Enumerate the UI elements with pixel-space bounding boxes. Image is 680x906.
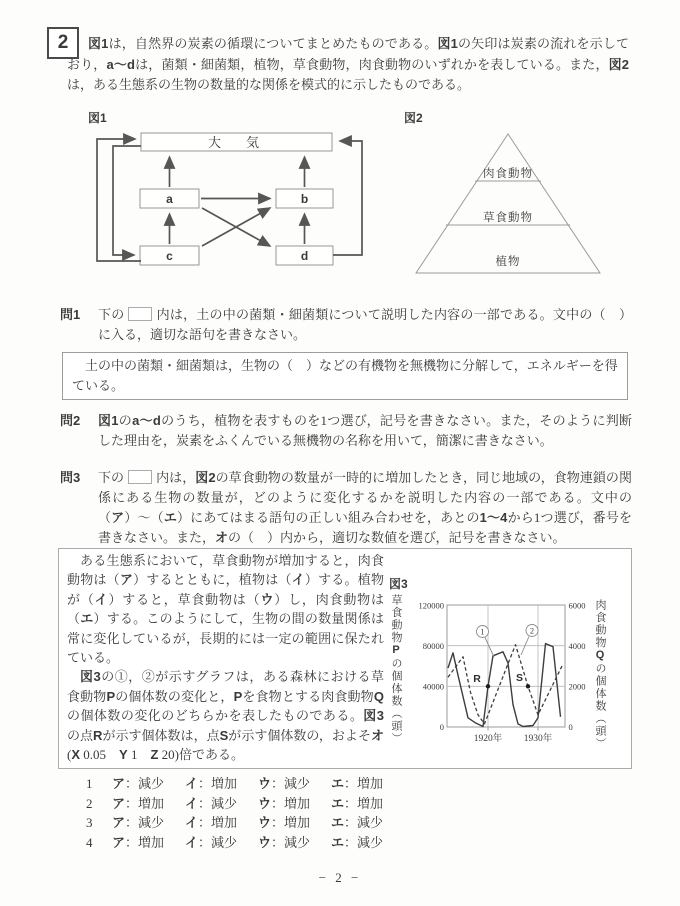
fig3 xyxy=(385,573,632,765)
option-row-3 xyxy=(86,813,404,833)
fig1-diagram xyxy=(92,126,377,278)
question-3-text: 下の 内は，図2の草食動物の数量が一時的に増加したとき，同じ地域の，食物連鎖の関係にある生物の数量が，どのように変化するかを説明した内容の一部である。文中の（ア）〜（エ）にあてはまる語句の正しい組み合わせを，あとの1〜4から1つ選び，番号を書きなさい。また，オの（ ）内から，適切な数値を選び，記号を書きなさい。 xyxy=(98,470,632,545)
option-cell: ウ：減少 xyxy=(258,834,311,850)
pyramid-level-plant: 植物 xyxy=(495,256,521,268)
point-S-label: S xyxy=(515,672,524,684)
option-number: 1 xyxy=(86,776,93,791)
option-cell: エ：増加 xyxy=(331,776,384,791)
option-number: 4 xyxy=(86,834,93,850)
left-tick-80000: 80000 xyxy=(422,641,444,651)
left-tick-120000: 120000 xyxy=(418,600,444,611)
question-2 xyxy=(60,411,632,451)
question-number: 2 xyxy=(57,32,69,53)
right-tick-6000: 6000 xyxy=(568,600,586,611)
option-cell: ウ：減少 xyxy=(258,776,311,791)
x-label-1930: 1930年 xyxy=(523,734,553,744)
option-cell: ア：増加 xyxy=(112,834,165,850)
q3-passage-paragraph-2: 図3の①，②が示すグラフは，ある森林における草食動物Pの個体数の変化と，Pを食物とする肉食動物Qの個体数の変化のどちらかを表したものである。図3の点Rが示す個体数は，点Sが示す個体数の，およそオ(X 0.05 Y 1 Z 20)倍である。 xyxy=(67,669,384,763)
option-cell: ア：減少 xyxy=(112,776,165,791)
option-cell: ウ：増加 xyxy=(258,795,311,811)
fig2-pyramid xyxy=(406,124,636,280)
fig1-label: 図1 xyxy=(88,111,107,125)
option-number: 3 xyxy=(86,815,93,831)
svg-text:2: 2 xyxy=(529,625,535,636)
left-axis-ticks xyxy=(419,601,445,733)
svg-text:1: 1 xyxy=(480,626,485,637)
fig3-right-axis-title: 肉食動物Qの個体数（頭） xyxy=(594,599,606,750)
option-row-1 xyxy=(86,774,404,794)
q1-statement-text: 土の中の菌類・細菌類は，生物の（ ）などの有機物を無機物に分解して，エネルギーを得ている。 xyxy=(72,358,618,393)
option-cell: ア：増加 xyxy=(112,795,165,811)
curve-1-solid xyxy=(448,644,561,727)
node-b-label: b xyxy=(300,192,309,206)
point-R-dot xyxy=(486,684,490,688)
fig3-left-axis-title: 草食動物Pの個体数（頭） xyxy=(390,594,402,745)
plot-frame xyxy=(447,605,565,727)
pyramid-level-carnivore: 肉食動物 xyxy=(483,168,533,180)
question-1 xyxy=(60,305,632,345)
option-cell: ウ：増加 xyxy=(258,815,311,831)
right-axis-ticks xyxy=(569,601,586,733)
question-3 xyxy=(60,468,632,548)
option-cell: イ：増加 xyxy=(185,815,238,831)
point-R-label: R xyxy=(473,673,481,685)
question-2-text: 図1のa〜dのうち，植物を表すものを1つ選び，記号を書きなさい。また，そのように判断した理由を，炭素をふくんでいる無機物の名称を用いて，簡潔に書きなさい。 xyxy=(98,413,633,448)
curve-label-1 xyxy=(477,626,495,658)
fig3-chart xyxy=(385,573,632,765)
left-tick-0: 0 xyxy=(439,722,444,732)
option-cell: イ：減少 xyxy=(185,795,238,811)
option-cell: イ：減少 xyxy=(185,834,238,850)
atmosphere-label: 大 気 xyxy=(207,135,266,150)
gridlines xyxy=(447,605,565,727)
q3-passage-text xyxy=(67,551,384,764)
curve-label-2 xyxy=(521,625,538,656)
x-label-1920: 1920年 xyxy=(473,734,503,744)
option-cell: ア：減少 xyxy=(112,815,165,831)
intro-text: 図1は，自然界の炭素の循環についてまとめたものである。図1の矢印は炭素の流れを示しており，a〜dは，菌類・細菌類，植物，草食動物，肉食動物のいずれかを表している。また，図2は，ある生態系の生物の数量的な関係を模式的に示したものである。 xyxy=(67,36,629,92)
option-row-2 xyxy=(86,794,404,814)
right-tick-0: 0 xyxy=(568,722,573,732)
fig3-label: 図3 xyxy=(389,577,408,591)
left-tick-40000: 40000 xyxy=(422,681,444,692)
option-row-4 xyxy=(86,833,404,853)
node-a-label: a xyxy=(166,192,173,206)
node-d-label: d xyxy=(300,249,309,263)
fig2-label: 図2 xyxy=(404,111,423,125)
right-tick-2000: 2000 xyxy=(568,681,586,692)
pyramid-level-herbivore: 草食動物 xyxy=(483,212,533,224)
node-c-label: c xyxy=(166,249,173,263)
question-3-label: 問3 xyxy=(60,470,81,485)
question-1-label: 問1 xyxy=(60,307,81,322)
question-1-text: 下の 内は，土の中の菌類・細菌類について説明した内容の一部である。文中の（ ）に入る，適切な語句を書きなさい。 xyxy=(98,307,632,342)
page-number: − 2 − xyxy=(318,870,362,885)
question-2-label: 問2 xyxy=(60,413,81,428)
option-cell: エ：減少 xyxy=(331,834,384,850)
q3-passage-paragraph-1: ある生態系において，草食動物が増加すると，肉食動物は（ア）するとともに，植物は（イ）する。植物が（イ）すると，草食動物は（ウ）し，肉食動物は（エ）する。このようにして，生物の間の数量関係は常に変化しているが，長期的には一定の範囲に保たれている。 xyxy=(67,553,384,666)
option-number: 2 xyxy=(86,795,93,811)
option-cell: イ：増加 xyxy=(185,776,238,791)
point-S-dot xyxy=(526,684,530,688)
option-cell: エ：減少 xyxy=(331,815,384,831)
pyramid-outline xyxy=(416,134,600,273)
answer-options xyxy=(86,774,404,852)
q1-statement-box xyxy=(62,352,628,400)
right-tick-4000: 4000 xyxy=(568,641,586,651)
option-cell: エ：増加 xyxy=(331,795,384,811)
